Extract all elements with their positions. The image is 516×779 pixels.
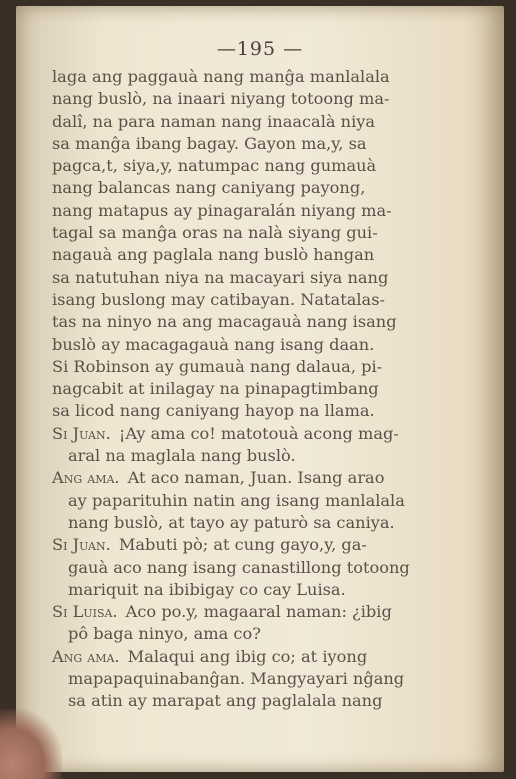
line-text: At aco naman, Juan. Isang arao [127,468,385,488]
line-text: ¡Ay ama co! matotouà acong mag- [118,423,399,443]
line-text: sa atin ay marapat ang paglalala nang [68,691,383,711]
text-line [52,690,452,712]
text-line [52,423,452,445]
line-text: Mabuti pò; at cung gayo,y, ga- [118,535,367,555]
text-line [52,557,452,579]
line-text: nagcabit at inilagay na pinapagtimbang [52,379,379,399]
text-line [52,601,452,623]
line-text: gauà aco nang isang canastillong totoong [68,557,410,577]
line-text: Si Robinson ay gumauà nang dalaua, pi- [52,356,383,376]
speaker-label: Si Juan. [52,535,111,555]
line-text: nang balancas nang caniyang payong, [52,178,366,198]
body-text [52,66,452,713]
text-line [52,534,452,556]
text-line [52,111,452,133]
line-text: nang buslò, na inaari niyang totoong ma- [52,89,390,109]
text-line [52,66,452,88]
text-line [52,155,452,177]
line-text: tas na ninyo na ang macagauà nang isang [52,312,397,332]
line-text: sa manĝa ibang bagay. Gayon ma,y, sa [52,133,367,153]
text-line [52,512,452,534]
text-line [52,623,452,645]
line-text: mariquit na ibibigay co cay Luisa. [68,579,346,599]
line-text: nang buslò, at tayo ay paturò sa caniya. [68,512,395,532]
text-line [52,467,452,489]
text-line [52,311,452,333]
text-line [52,133,452,155]
page-number: —195 — [216,38,304,60]
thumb-image [0,709,62,779]
line-text: aral na maglala nang buslò. [68,446,296,466]
text-line [52,668,452,690]
text-line [52,177,452,199]
text-line [52,200,452,222]
line-text: tagal sa manĝa oras na nalà siyang gui- [52,223,378,243]
line-text: ay paparituhin natin ang isang manlalala [68,490,405,510]
text-line [52,267,452,289]
text-line [52,356,452,378]
line-text: sa licod nang caniyang hayop na llama. [52,401,375,421]
text-line [52,490,452,512]
text-line [52,378,452,400]
line-text: mapapaquinabanĝan. Mangyayari nĝang [68,669,405,689]
text-line [52,445,452,467]
text-line [52,244,452,266]
line-text: isang buslong may catibayan. Natatalas- [52,289,385,309]
line-text: laga ang paggauà nang manĝa manlalala [52,67,390,86]
text-line [52,289,452,311]
text-line [52,646,452,668]
text-line [52,579,452,601]
line-text: dalî, na para naman nang inaacalà niya [52,111,376,131]
text-line [52,400,452,422]
line-text: nagauà ang paglala nang buslò hangan [52,245,375,265]
text-line [52,334,452,356]
line-text: nang matapus ay pinagaralán niyang ma- [52,200,392,220]
line-text: Aco po.y, magaaral naman: ¿ibig [125,602,392,622]
speaker-label: Ang ama. [52,646,120,666]
speaker-label: Si Juan. [52,423,111,443]
line-text: buslò ay macagagauà nang isang daan. [52,334,375,354]
speaker-label: Ang ama. [52,468,120,488]
book-page [16,6,504,772]
speaker-label: Si Luisa. [52,602,118,622]
line-text: pagca,t, siya,y, natumpac nang gumauà [52,156,377,176]
line-text: Malaqui ang ibig co; at iyong [127,646,368,666]
line-text: pô baga ninyo, ama co? [68,624,261,644]
text-line [52,88,452,110]
line-text: sa natutuhan niya na macayari siya nang [52,267,389,287]
text-line [52,222,452,244]
